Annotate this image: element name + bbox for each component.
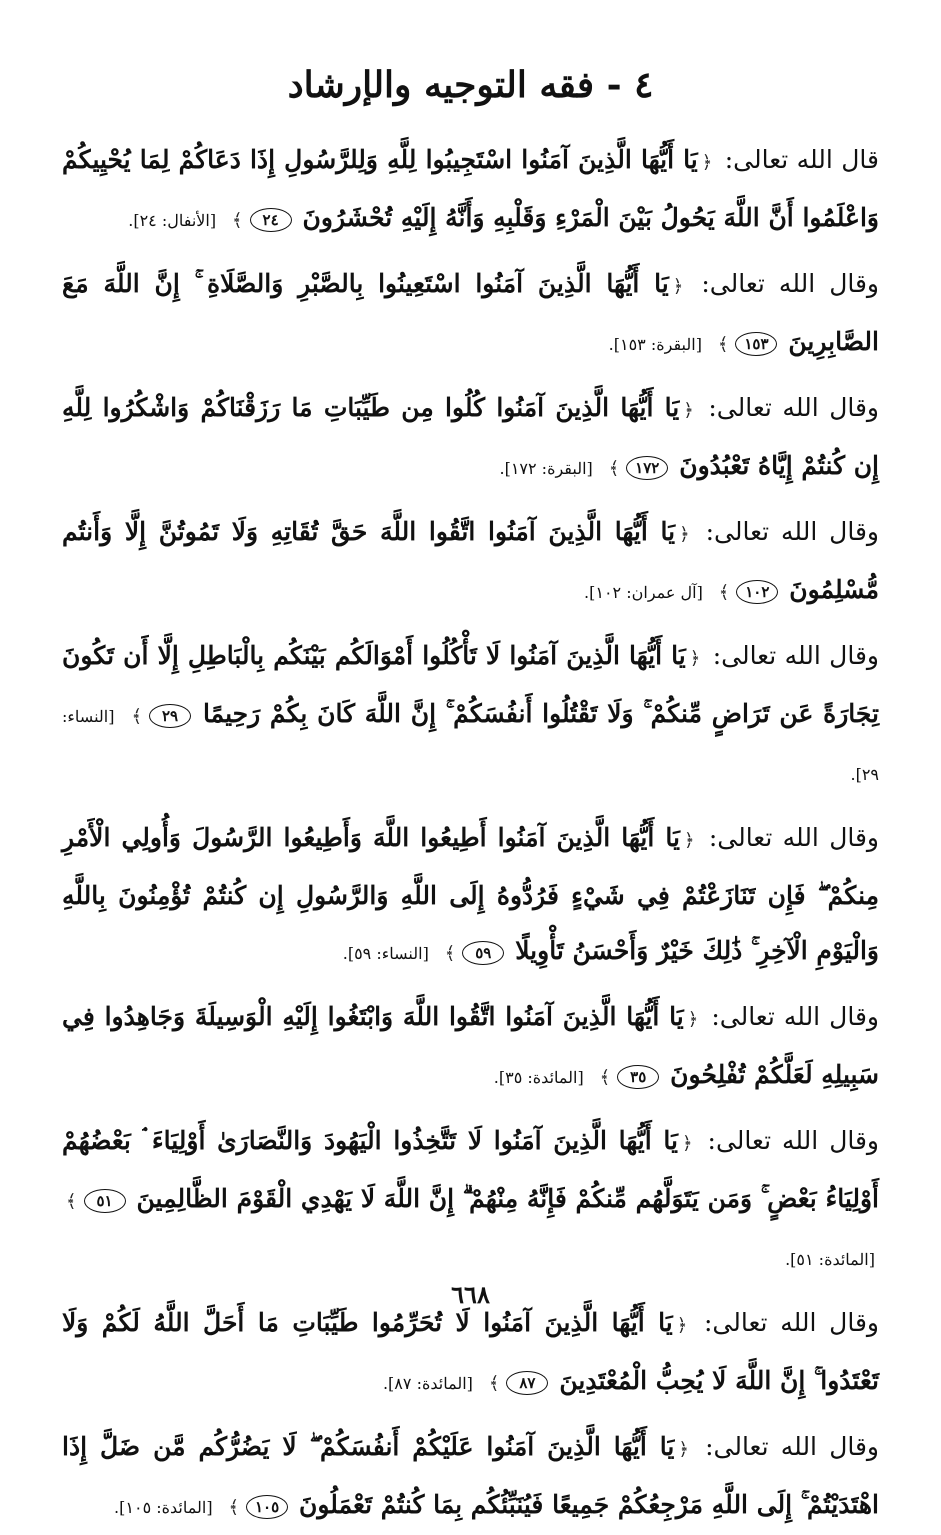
verse-paragraph	[62, 628, 879, 802]
verse-number: ٢٤	[250, 208, 292, 232]
verse-number: ١٠٢	[736, 580, 778, 604]
page-body	[62, 132, 879, 1535]
verse-reference: [البقرة: ١٧٢].	[499, 459, 593, 478]
verse-number: ٥٩	[462, 941, 504, 965]
close-bracket-ornament-icon: ﴾	[444, 943, 456, 964]
verse-reference: [المائدة: ٨٧].	[382, 1374, 473, 1393]
verse-intro: وقال الله تعالى:	[712, 641, 879, 670]
verse-intro: وقال الله تعالى:	[707, 1126, 879, 1155]
page-title: ٤ - فقه التوجيه والإرشاد	[287, 64, 654, 106]
open-bracket-ornament-icon: ﴿	[683, 400, 694, 421]
close-bracket-ornament-icon: ﴾	[66, 1191, 77, 1212]
verse-intro: وقال الله تعالى:	[701, 269, 879, 298]
close-bracket-ornament-icon: ﴾	[608, 458, 620, 479]
verse-text: يَا أَيُّهَا الَّذِينَ آمَنُوا اتَّقُوا اللَّهَ حَقَّ تُقَاتِهِ وَلَا تَمُوتُنَّ إِلَّا وَأَنتُم مُّسْلِمُونَ	[62, 517, 879, 604]
verse-text: يَا أَيُّهَا الَّذِينَ آمَنُوا كُلُوا مِن طَيِّبَاتِ مَا رَزَقْنَاكُمْ وَاشْكُرُوا لِلَّهِ إِن كُنتُمْ إِيَّاهُ تَعْبُدُونَ	[62, 393, 879, 480]
verse-reference: [المائدة: ٣٥].	[493, 1068, 584, 1087]
verse-paragraph	[62, 810, 879, 981]
verse-text: يَا أَيُّهَا الَّذِينَ آمَنُوا اتَّقُوا اللَّهَ وَابْتَغُوا إِلَيْهِ الْوَسِيلَةَ وَجَاهِدُوا فِي سَبِيلِهِ لَعَلَّكُمْ تُفْلِحُونَ	[62, 1002, 879, 1089]
verse-reference: [المائدة: ٥١].	[785, 1250, 875, 1269]
verse-paragraph	[62, 1419, 879, 1535]
verse-text: يَا أَيُّهَا الَّذِينَ آمَنُوا اسْتَعِينُوا بِالصَّبْرِ وَالصَّلَاةِ ۚ إِنَّ اللَّهَ مَعَ الصَّابِرِينَ	[62, 269, 879, 356]
verse-paragraph	[62, 989, 879, 1105]
verse-number: ٢٩	[149, 704, 191, 728]
close-bracket-ornament-icon: ﴾	[718, 582, 730, 603]
close-bracket-ornament-icon: ﴾	[488, 1373, 500, 1394]
verse-text: يَا أَيُّهَا الَّذِينَ آمَنُوا أَطِيعُوا اللَّهَ وَأَطِيعُوا الرَّسُولَ وَأُولِي الْأَمْرِ مِنكُمْ ۖ فَإِن تَنَازَعْتُمْ فِي شَيْءٍ فَرُدُّوهُ إِلَى اللَّهِ وَالرَّسُولِ إِن كُنتُمْ تُؤْمِنُونَ بِاللَّهِ وَالْيَوْمِ الْآخِرِ ۚ ذَٰلِكَ خَيْرٌ وَأَحْسَنُ تَأْوِيلًا	[62, 823, 879, 965]
verse-intro: وقال الله تعالى:	[708, 393, 879, 422]
verse-reference: [النساء: ٥٩].	[342, 944, 429, 963]
verse-reference: [النساء: ٢٩].	[62, 707, 879, 784]
verse-number: ٥١	[84, 1189, 126, 1213]
verse-intro: وقال الله تعالى:	[708, 823, 880, 852]
open-bracket-ornament-icon: ﴿	[683, 830, 695, 851]
verse-paragraph	[62, 504, 879, 620]
close-bracket-ornament-icon: ﴾	[717, 334, 729, 355]
verse-number: ١٥٣	[735, 332, 777, 356]
close-bracket-ornament-icon: ﴾	[599, 1067, 611, 1088]
page-number: ٦٦٨	[451, 1280, 490, 1309]
verse-number: ١٠٥	[246, 1495, 288, 1519]
verse-reference: [البقرة: ١٥٣].	[608, 335, 702, 354]
open-bracket-ornament-icon: ﴿	[687, 1009, 699, 1030]
verse-intro: وقال الله تعالى:	[705, 1432, 880, 1461]
verse-text: يَا أَيُّهَا الَّذِينَ آمَنُوا لَا تَتَّخِذُوا الْيَهُودَ وَالنَّصَارَىٰ أَوْلِيَاءَ ۘ بَعْضُهُمْ أَوْلِيَاءُ بَعْضٍ ۚ وَمَن يَتَوَلَّهُم مِّنكُمْ فَإِنَّهُ مِنْهُمْ ۗ إِنَّ اللَّهَ لَا يَهْدِي الْقَوْمَ الظَّالِمِينَ	[62, 1126, 880, 1213]
open-bracket-ornament-icon: ﴿	[682, 1133, 693, 1154]
verse-number: ١٧٢	[626, 456, 668, 480]
verse-text: يَا أَيُّهَا الَّذِينَ آمَنُوا لَا تُحَرِّمُوا طَيِّبَاتِ مَا أَحَلَّ اللَّهُ لَكُمْ وَلَا تَعْتَدُوا ۚ إِنَّ اللَّهَ لَا يُحِبُّ الْمُعْتَدِينَ	[62, 1308, 879, 1395]
verse-intro: وقال الله تعالى:	[711, 1002, 879, 1031]
open-bracket-ornament-icon: ﴿	[678, 1439, 689, 1460]
close-bracket-ornament-icon: ﴾	[228, 1497, 240, 1518]
close-bracket-ornament-icon: ﴾	[232, 210, 243, 231]
verse-reference: [آل عمران: ١٠٢].	[584, 583, 703, 602]
verse-intro: وقال الله تعالى:	[704, 1308, 879, 1337]
verse-paragraph	[62, 1113, 879, 1287]
verse-number: ٣٥	[617, 1065, 659, 1089]
open-bracket-ornament-icon: ﴿	[689, 648, 701, 669]
verse-text: يَا أَيُّهَا الَّذِينَ آمَنُوا اسْتَجِيبُوا لِلَّهِ وَلِلرَّسُولِ إِذَا دَعَاكُمْ لِمَا يُحْيِيكُمْ وَاعْلَمُوا أَنَّ اللَّهَ يَحُولُ بَيْنَ الْمَرْءِ وَقَلْبِهِ وَأَنَّهُ إِلَيْهِ تُحْشَرُونَ	[62, 145, 879, 232]
verse-intro: قال الله تعالى:	[724, 145, 879, 174]
verse-intro: وقال الله تعالى:	[705, 517, 879, 546]
verse-paragraph	[62, 380, 879, 496]
open-bracket-ornament-icon: ﴿	[679, 524, 690, 545]
verse-number: ٨٧	[506, 1371, 548, 1395]
verse-paragraph	[62, 256, 879, 372]
open-bracket-ornament-icon: ﴿	[676, 1315, 688, 1336]
verse-paragraph	[62, 132, 879, 248]
verse-text: يَا أَيُّهَا الَّذِينَ آمَنُوا لَا تَأْكُلُوا أَمْوَالَكُم بَيْنَكُم بِالْبَاطِلِ إِلَّا أَن تَكُونَ تِجَارَةً عَن تَرَاضٍ مِّنكُمْ ۚ وَلَا تَقْتُلُوا أَنفُسَكُمْ ۚ إِنَّ اللَّهَ كَانَ بِكُمْ رَحِيمًا	[62, 641, 880, 728]
close-bracket-ornament-icon: ﴾	[131, 706, 143, 727]
open-bracket-ornament-icon: ﴿	[672, 276, 684, 297]
verse-reference: [الأنفال: ٢٤].	[128, 211, 217, 230]
open-bracket-ornament-icon: ﴿	[701, 152, 713, 173]
verse-reference: [المائدة: ١٠٥].	[114, 1498, 213, 1517]
verse-text: يَا أَيُّهَا الَّذِينَ آمَنُوا عَلَيْكُمْ أَنفُسَكُمْ ۖ لَا يَضُرُّكُم مَّن ضَلَّ إِذَا اهْتَدَيْتُمْ ۚ إِلَى اللَّهِ مَرْجِعُكُمْ جَمِيعًا فَيُنَبِّئُكُم بِمَا كُنتُمْ تَعْمَلُونَ	[62, 1432, 879, 1519]
verse-paragraph	[62, 1295, 879, 1411]
